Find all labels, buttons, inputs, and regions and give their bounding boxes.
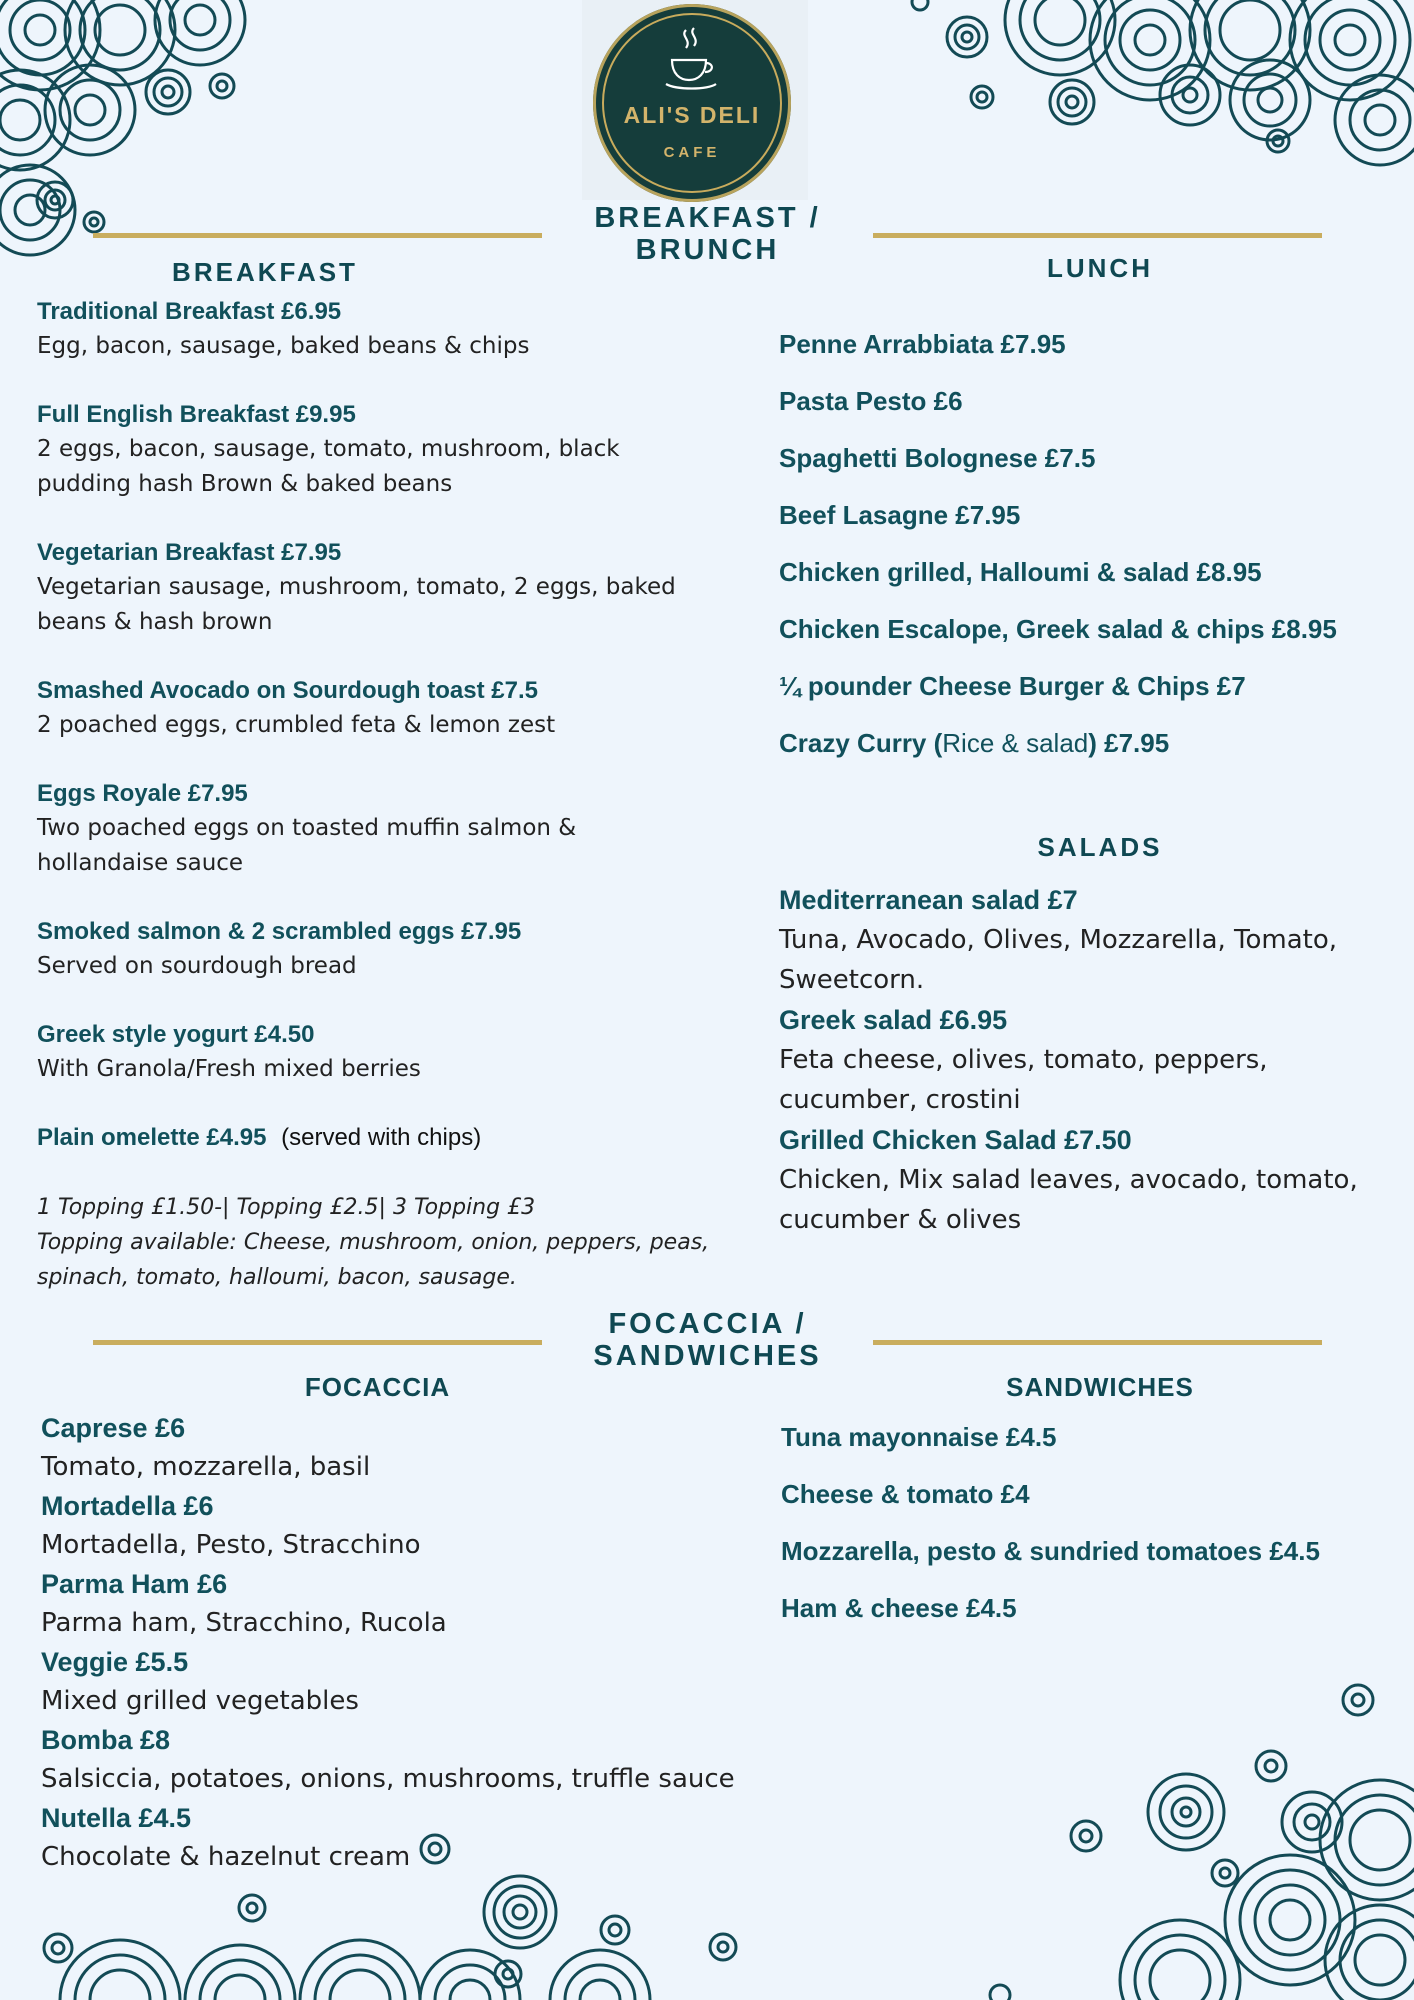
section-title-breakfast-brunch xyxy=(545,202,870,266)
divider-right-1 xyxy=(873,233,1322,238)
swirl-cluster-top-left xyxy=(0,0,245,255)
divider-right-2 xyxy=(873,1340,1322,1345)
lunch-item: Beef Lasagne £7.95 xyxy=(779,500,1021,530)
item-desc: With Granola/Fresh mixed berries xyxy=(37,1056,421,1082)
breakfast-item xyxy=(37,673,737,743)
focaccia-item xyxy=(41,1487,741,1565)
focaccia-item xyxy=(41,1721,741,1799)
item-name: Eggs Royale £7.95 xyxy=(37,780,248,807)
divider-left-2 xyxy=(93,1340,542,1345)
section-title-line-1: BREAKFAST / xyxy=(594,202,821,234)
item-desc: 2 eggs, bacon, sausage, tomato, mushroom, black pudding hash Brown & baked beans xyxy=(37,436,620,497)
lunch-item: ¼ pounder Cheese Burger & Chips £7 xyxy=(779,671,1246,701)
salad-item xyxy=(779,1000,1404,1120)
item-desc: Parma ham, Stracchino, Rucola xyxy=(41,1608,447,1638)
swirl-cluster-bottom-right xyxy=(990,1685,1414,2000)
item-name: Greek style yogurt £4.50 xyxy=(37,1021,315,1048)
focaccia-item xyxy=(41,1643,741,1721)
item-name: Smashed Avocado on Sourdough toast £7.5 xyxy=(37,677,538,704)
heading-sandwiches: SANDWICHES xyxy=(1006,1372,1194,1402)
coffee-cup-icon xyxy=(664,26,720,96)
item-name: Traditional Breakfast £6.95 xyxy=(37,298,342,325)
focaccia-list xyxy=(41,1409,741,1877)
lunch-item: Penne Arrabbiata £7.95 xyxy=(779,329,1066,359)
curry-name: Crazy Curry ( xyxy=(779,728,943,758)
lunch-list xyxy=(779,326,1399,761)
curry-note: Rice & salad xyxy=(942,728,1089,758)
item-name: Bomba £8 xyxy=(41,1725,171,1755)
item-name: Veggie £5.5 xyxy=(41,1647,189,1677)
topping-prices: 1 Topping £1.50-| Topping £2.5| 3 Topping £3 xyxy=(37,1195,536,1220)
item-desc: Chocolate & hazelnut cream xyxy=(41,1842,411,1872)
heading-lunch: LUNCH xyxy=(1047,253,1153,283)
lunch-item: Chicken Escalope, Greek salad & chips £8.95 xyxy=(779,614,1337,644)
breakfast-item xyxy=(37,776,637,881)
omelette-item xyxy=(37,1120,737,1155)
sandwich-item: Ham & cheese £4.5 xyxy=(781,1593,1017,1623)
sandwiches-list xyxy=(781,1419,1411,1647)
item-name: Vegetarian Breakfast £7.95 xyxy=(37,539,342,566)
item-desc: Chicken, Mix salad leaves, avocado, tomato, cucumber & olives xyxy=(779,1165,1358,1235)
heading-focaccia: FOCACCIA xyxy=(304,1372,451,1402)
item-name: Caprese £6 xyxy=(41,1413,186,1443)
focaccia-item xyxy=(41,1799,741,1877)
breakfast-item xyxy=(37,294,737,364)
item-name: Grilled Chicken Salad £7.50 xyxy=(779,1125,1132,1155)
item-name: Parma Ham £6 xyxy=(41,1569,228,1599)
item-name: Greek salad £6.95 xyxy=(779,1005,1008,1035)
item-note: (served with chips) xyxy=(281,1124,482,1151)
item-desc: Vegetarian sausage, mushroom, tomato, 2 eggs, baked beans & hash brown xyxy=(37,574,676,635)
sandwich-item: Mozzarella, pesto & sundried tomatoes £4.5 xyxy=(781,1536,1320,1566)
section-title-line-1: FOCACCIA / xyxy=(608,1308,807,1340)
section-title-line-2: BRUNCH xyxy=(635,234,780,266)
item-name: Nutella £4.5 xyxy=(41,1803,192,1833)
item-desc: Tuna, Avocado, Olives, Mozzarella, Tomato, Sweetcorn. xyxy=(779,925,1338,995)
breakfast-item xyxy=(37,397,677,502)
item-name: Plain omelette £4.95 xyxy=(37,1124,267,1151)
curry-price: ) £7.95 xyxy=(1088,728,1170,758)
focaccia-item xyxy=(41,1409,741,1487)
heading-breakfast: BREAKFAST xyxy=(172,257,358,287)
item-desc: Tomato, mozzarella, basil xyxy=(41,1452,371,1482)
section-title-focaccia-sandwiches xyxy=(545,1308,870,1372)
item-desc: Two poached eggs on toasted muffin salmon & hollandaise sauce xyxy=(37,815,577,876)
lunch-item-curry xyxy=(779,725,1399,761)
item-desc: Mixed grilled vegetables xyxy=(41,1686,359,1716)
topping-list: Topping available: Cheese, mushroom, onion, peppers, peas, spinach, tomato, halloumi, bacon, sausage. xyxy=(37,1230,710,1290)
lunch-item: Spaghetti Bolognese £7.5 xyxy=(779,443,1096,473)
logo-tagline: CAFE xyxy=(663,144,721,161)
salads-list xyxy=(779,880,1404,1240)
item-desc: Feta cheese, olives, tomato, peppers, cucumber, crostini xyxy=(779,1045,1268,1115)
lunch-item: Pasta Pesto £6 xyxy=(779,386,963,416)
swirl-cluster-top-right xyxy=(912,0,1414,165)
item-desc: Egg, bacon, sausage, baked beans & chips xyxy=(37,333,530,359)
logo-name: ALI'S DELI xyxy=(623,102,761,128)
cafe-logo xyxy=(593,4,791,202)
breakfast-item xyxy=(37,914,737,984)
divider-left-1 xyxy=(93,233,542,238)
item-name: Smoked salmon & 2 scrambled eggs £7.95 xyxy=(37,918,522,945)
item-desc: 2 poached eggs, crumbled feta & lemon zest xyxy=(37,712,556,738)
breakfast-list xyxy=(37,294,737,1295)
section-title-line-2: SANDWICHES xyxy=(593,1340,822,1372)
lunch-item: Chicken grilled, Halloumi & salad £8.95 xyxy=(779,557,1262,587)
focaccia-item xyxy=(41,1565,741,1643)
item-name: Mortadella £6 xyxy=(41,1491,214,1521)
item-desc: Salsiccia, potatoes, onions, mushrooms, truffle sauce xyxy=(41,1764,735,1794)
salad-item xyxy=(779,1120,1404,1240)
sandwich-item: Tuna mayonnaise £4.5 xyxy=(781,1422,1057,1452)
sandwich-item: Cheese & tomato £4 xyxy=(781,1479,1030,1509)
item-name: Mediterranean salad £7 xyxy=(779,885,1078,915)
salad-item xyxy=(779,880,1404,1000)
breakfast-item xyxy=(37,1017,737,1087)
logo-background xyxy=(582,0,808,200)
item-desc: Mortadella, Pesto, Stracchino xyxy=(41,1530,421,1560)
item-desc: Served on sourdough bread xyxy=(37,953,357,979)
heading-salads: SALADS xyxy=(1037,832,1163,862)
breakfast-item xyxy=(37,535,717,640)
item-name: Full English Breakfast £9.95 xyxy=(37,401,356,428)
